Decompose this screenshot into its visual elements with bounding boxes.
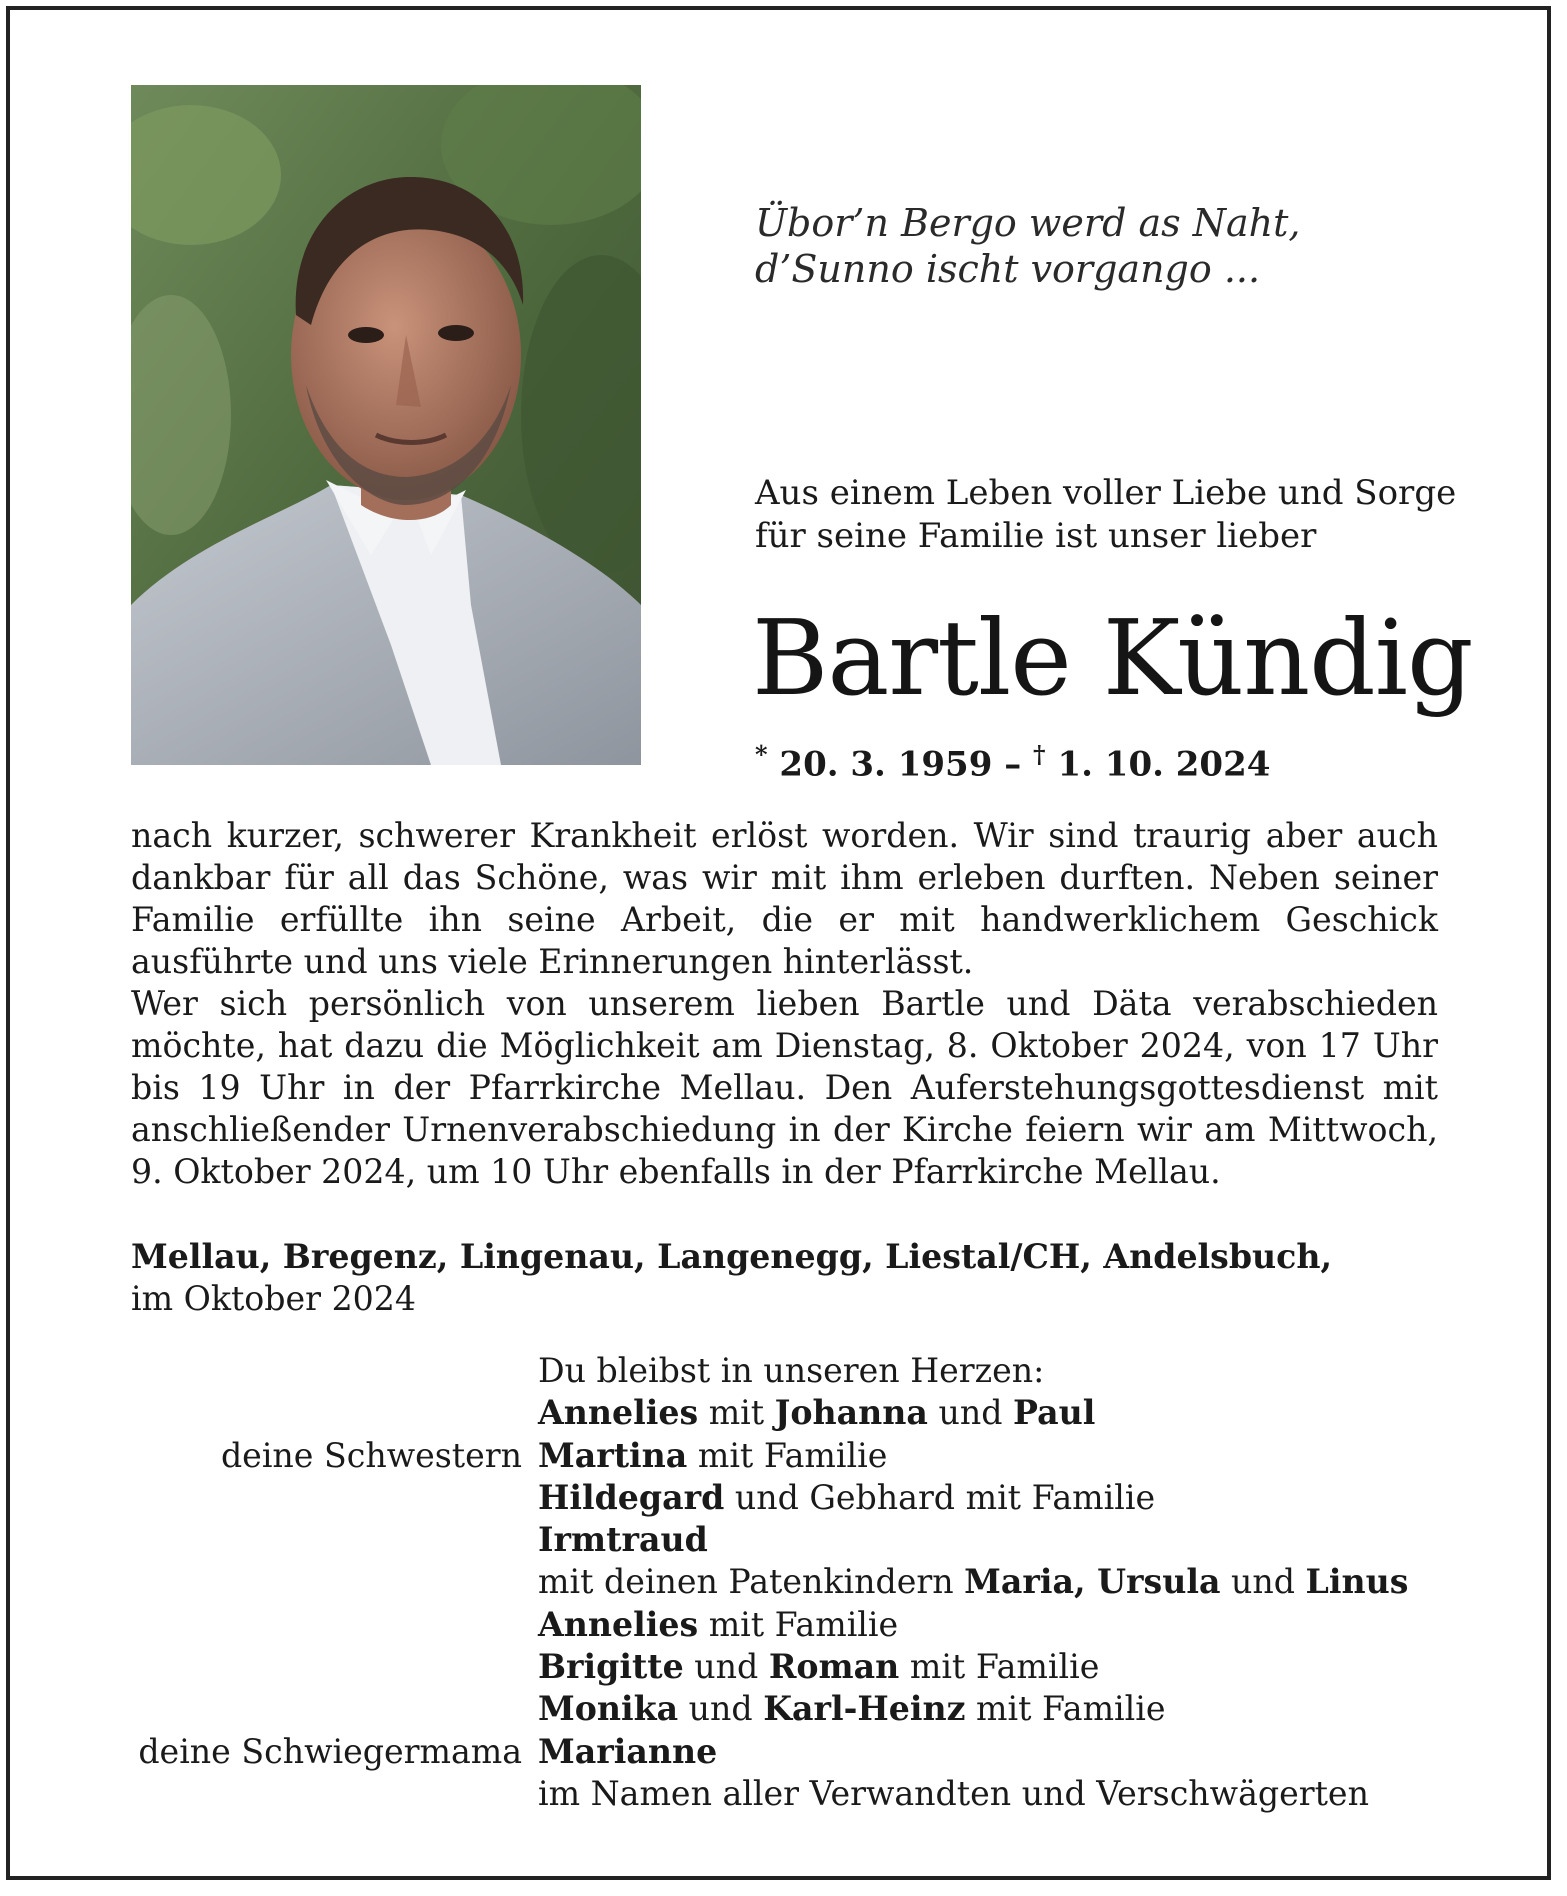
family-row [0, 1646, 1567, 1688]
family-text: mit Familie [687, 1435, 888, 1475]
family-row [0, 1773, 1567, 1815]
family-name: Annelies [538, 1604, 699, 1644]
family-name: Maria, Ursula [964, 1562, 1221, 1602]
family-text: und [1220, 1562, 1306, 1602]
announcement-body [131, 815, 1438, 1193]
died-symbol: † [1033, 740, 1046, 769]
family-text: mit deinen Patenkindern [538, 1562, 965, 1602]
family-row [0, 1477, 1567, 1519]
family-row [0, 1519, 1567, 1561]
motto-line-1: Übor’n Bergo werd as Naht, [755, 201, 1301, 245]
family-text: mit Familie [899, 1647, 1100, 1687]
family-name: Brigitte [538, 1647, 684, 1687]
family-name: Linus [1305, 1562, 1409, 1602]
family-name: Martina [538, 1435, 688, 1475]
family-text: und Gebhard mit Familie [724, 1477, 1156, 1517]
born-symbol: * [755, 740, 768, 769]
family-text: mit Familie [965, 1689, 1166, 1729]
family-text: und [927, 1393, 1013, 1433]
family-text: mit Familie [698, 1604, 899, 1644]
family-name: Irmtraud [538, 1520, 708, 1560]
motto-line-2: d’Sunno ischt vorgango ... [755, 247, 1261, 291]
portrait-illustration [131, 85, 641, 765]
family-row [0, 1731, 1567, 1773]
family-row [0, 1561, 1567, 1603]
family-name: Marianne [538, 1731, 718, 1771]
family-name: Roman [768, 1647, 900, 1687]
intro-line-1: Aus einem Leben voller Liebe und Sorge [755, 473, 1457, 513]
closing-line: im Namen aller Verwandten und Verschwägerten [538, 1773, 1369, 1813]
body-paragraph-1: nach kurzer, schwerer Krankheit erlöst worden. Wir sind traurig aber auch dankbar für all das Schöne, was wir mit ihm erleben durften. Neben seiner Familie erfüllte ihn seine Arbeit, die er mit handwerklichem Geschick ausführte und uns viele Erinnerungen hinterlässt. [131, 816, 1438, 981]
family-row [0, 1435, 1567, 1477]
family-name: Johanna [774, 1393, 928, 1433]
family-heading-row [0, 1350, 1567, 1392]
family-heading: Du bleibst in unseren Herzen: [538, 1351, 1045, 1390]
family-name: Annelies [538, 1393, 699, 1433]
mother-in-law-label: deine Schwiegermama [138, 1731, 522, 1771]
family-row [0, 1392, 1567, 1434]
family-name: Monika [538, 1689, 679, 1729]
life-dates [755, 733, 1270, 786]
places-names: Mellau, Bregenz, Lingenau, Langenegg, Liestal/CH, Andelsbuch, [131, 1237, 1333, 1276]
family-name: Paul [1013, 1393, 1096, 1433]
death-date: 1. 10. 2024 [1057, 744, 1271, 785]
family-name: Karl-Heinz [763, 1689, 966, 1729]
family-row [0, 1688, 1567, 1730]
intro-line-2: für seine Familie ist unser lieber [755, 516, 1317, 556]
family-text: und [678, 1689, 764, 1729]
family-name: Hildegard [538, 1477, 725, 1517]
places-block [131, 1236, 1332, 1320]
family-list [0, 1350, 1567, 1815]
family-row [0, 1604, 1567, 1646]
sisters-label: deine Schwestern [220, 1435, 522, 1475]
intro-text [755, 472, 1456, 558]
date-separator: – [1004, 744, 1022, 785]
birth-date: 20. 3. 1959 [779, 744, 993, 785]
family-text: mit [698, 1393, 775, 1433]
motto-verse [755, 200, 1300, 292]
body-paragraph-2: Wer sich persönlich von unserem lieben Bartle und Däta verabschieden möchte, hat dazu die Möglichkeit am Dienstag, 8. Oktober 2024, von 17 Uhr bis 19 Uhr in der Pfarrkirche Mellau. Den Auferstehungsgottesdienst mit anschließender Urnenverabschiedung in der Kirche feiern wir am Mittwoch, 9. Oktober 2024, um 10 Uhr ebenfalls in der Pfarrkirche Mellau. [131, 984, 1438, 1191]
family-text: und [683, 1647, 769, 1687]
places-date: im Oktober 2024 [131, 1279, 417, 1318]
portrait-photo [131, 85, 641, 765]
deceased-name: Bartle Kündig [752, 597, 1473, 719]
